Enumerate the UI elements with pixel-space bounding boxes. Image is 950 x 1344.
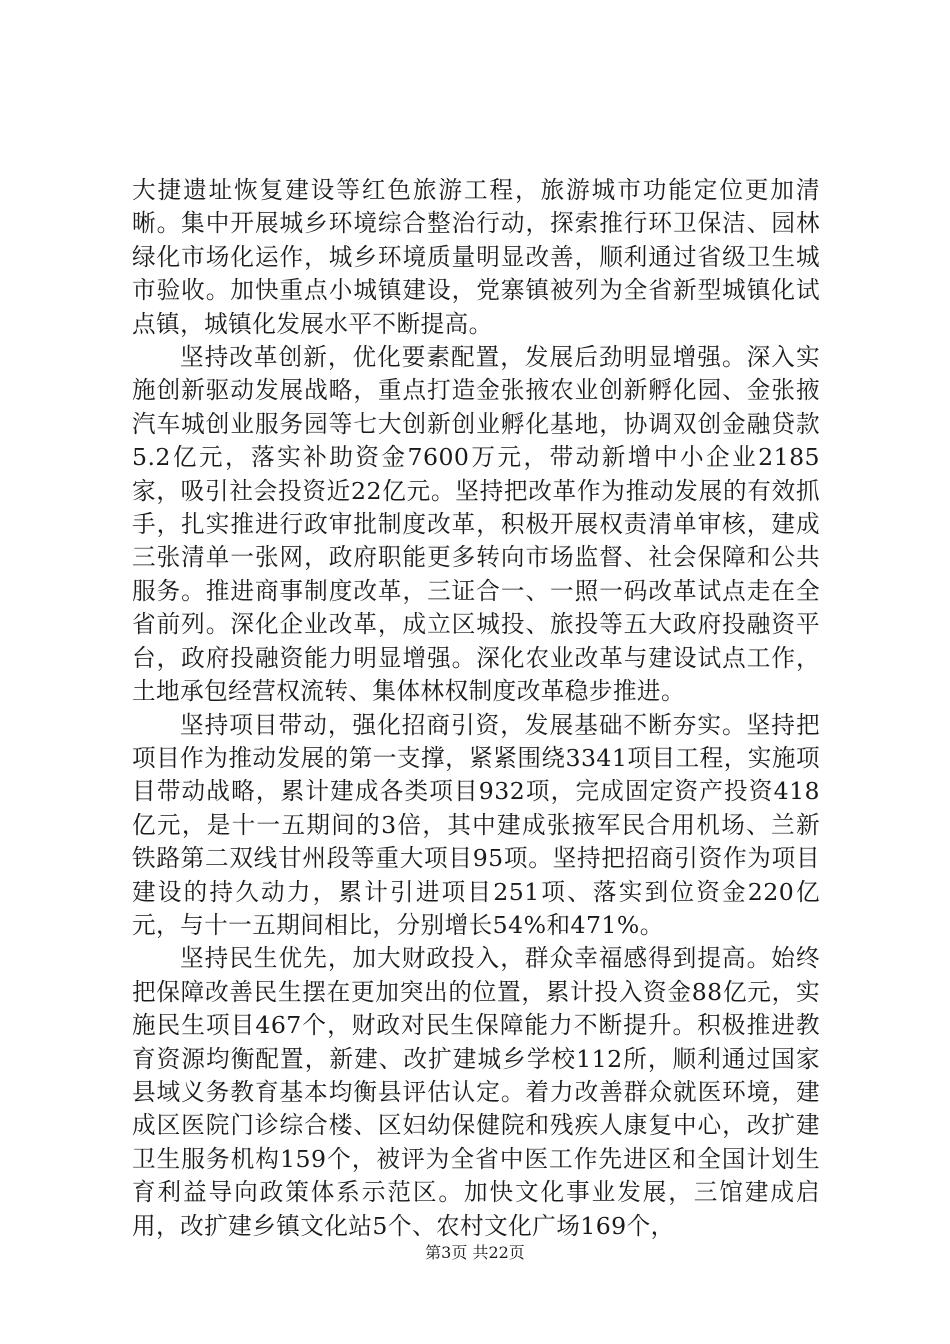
page-number-label: 第3页 共22页	[425, 1243, 525, 1262]
document-body	[132, 174, 820, 1243]
paragraph-project-investment: 坚持项目带动，强化招商引资，发展基础不断夯实。坚持把项目作为推动发展的第一支撑，紧紧围绕3341项目工程，实施项目带动战略，累计建成各类项目932项，完成固定资产投资418亿元，是十一五期间的3倍，其中建成张掖军民合用机场、兰新铁路第二双线甘州段等重大项目95项。坚持把招商引资作为项目建设的持久动力，累计引进项目251项、落实到位资金220亿元，与十一五期间相比，分别增长54%和471%。	[132, 710, 820, 939]
page-footer	[0, 1243, 950, 1263]
paragraph-reform-innovation: 坚持改革创新，优化要素配置，发展后劲明显增强。深入实施创新驱动发展战略，重点打造金张掖农业创新孵化园、金张掖汽车城创业服务园等七大创新创业孵化基地，协调双创金融贷款5.2亿元，落实补助资金7600万元，带动新增中小企业2185家，吸引社会投资近22亿元。坚持把改革作为推动发展的有效抓手，扎实推进行政审批制度改革，积极开展权责清单审核，建成三张清单一张网，政府职能更多转向市场监督、社会保障和公共服务。推进商事制度改革，三证合一、一照一码改革试点走在全省前列。深化企业改革，成立区城投、旅投等五大政府投融资平台，政府投融资能力明显增强。深化农业改革与建设试点工作，土地承包经营权流转、集体林权制度改革稳步推进。	[132, 343, 820, 706]
paragraph-continuation: 大捷遗址恢复建设等红色旅游工程，旅游城市功能定位更加清晰。集中开展城乡环境综合整治行动，探索推行环卫保洁、园林绿化市场化运作，城乡环境质量明显改善，顺利通过省级卫生城市验收。加快重点小城镇建设，党寨镇被列为全省新型城镇化试点镇，城镇化发展水平不断提高。	[132, 176, 820, 338]
paragraph-livelihood: 坚持民生优先，加大财政投入，群众幸福感得到提高。始终把保障改善民生摆在更加突出的位置，累计投入资金88亿元，实施民生项目467个，财政对民生保障能力不断提升。积极推进教育资源均衡配置，新建、改扩建城乡学校112所，顺利通过国家县域义务教育基本均衡县评估认定。着力改善群众就医环境，建成区医院门诊综合楼、区妇幼保健院和残疾人康复中心，改扩建卫生服务机构159个，被评为全省中医工作先进区和全国计划生育利益导向政策体系示范区。加快文化事业发展，三馆建成启用，改扩建乡镇文化站5个、农村文化广场169个，	[132, 944, 820, 1240]
